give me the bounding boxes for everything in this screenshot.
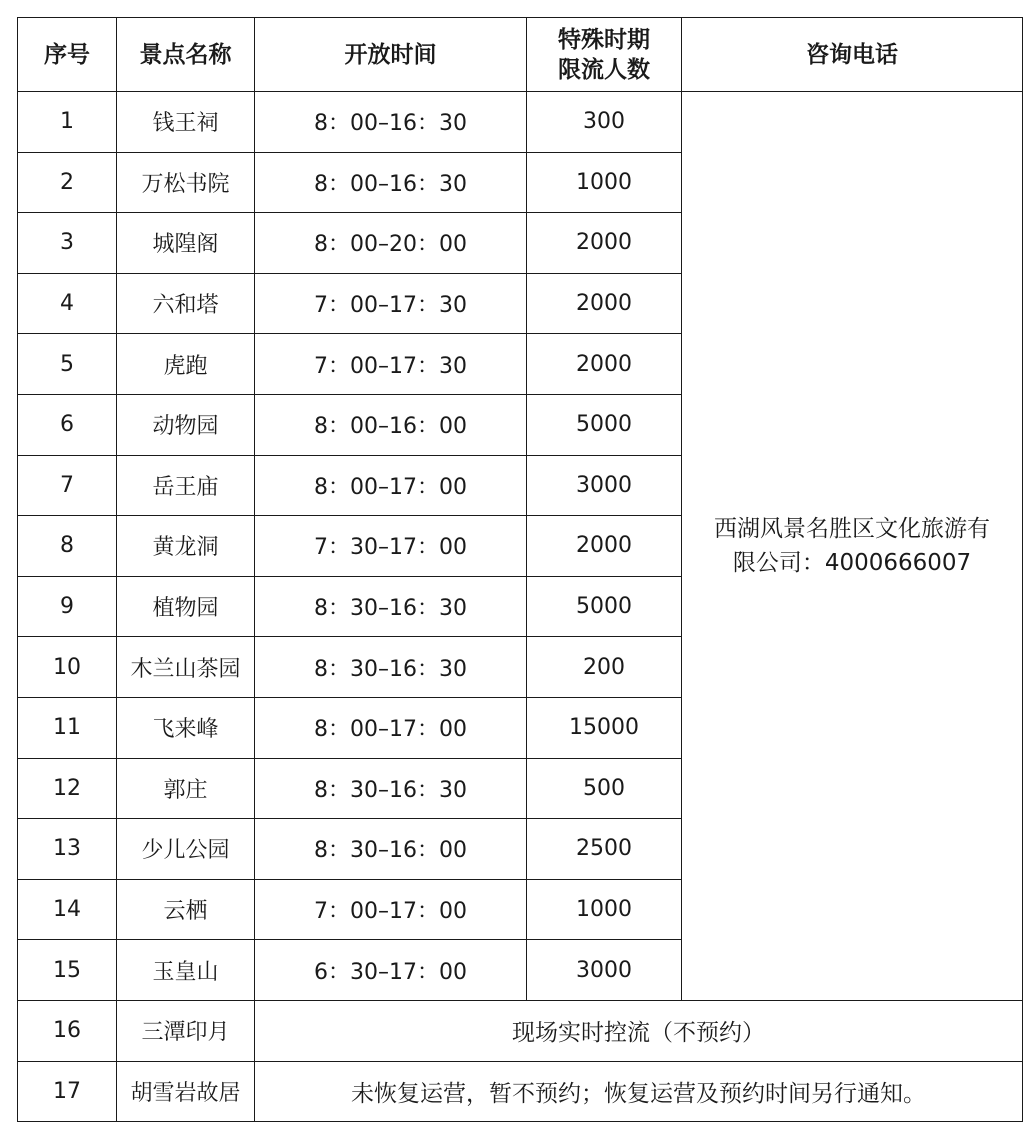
row-note: 未恢复运营，暂不预约；恢复运营及预约时间另行通知。 — [255, 1061, 1023, 1122]
row-hours: 8：00–16：00 — [255, 394, 527, 455]
row-hours: 7：00–17：30 — [255, 273, 527, 334]
row-index: 17 — [18, 1061, 117, 1122]
row-hours: 7：30–17：00 — [255, 516, 527, 577]
header-contact: 咨询电话 — [682, 18, 1023, 92]
row-limit: 500 — [527, 758, 682, 819]
row-limit: 2000 — [527, 334, 682, 395]
table-row-special — [18, 1000, 1023, 1061]
row-hours: 8：30–16：00 — [255, 819, 527, 880]
row-hours: 8：30–16：30 — [255, 637, 527, 698]
row-index: 12 — [18, 758, 117, 819]
row-name: 万松书院 — [117, 152, 255, 213]
row-limit: 300 — [527, 92, 682, 153]
row-name: 动物园 — [117, 394, 255, 455]
row-name: 飞来峰 — [117, 697, 255, 758]
row-limit: 2500 — [527, 819, 682, 880]
row-limit: 5000 — [527, 576, 682, 637]
row-hours: 7：00–17：00 — [255, 879, 527, 940]
row-limit: 3000 — [527, 940, 682, 1001]
row-limit: 1000 — [527, 152, 682, 213]
row-hours: 8：00–16：30 — [255, 92, 527, 153]
row-limit: 15000 — [527, 697, 682, 758]
row-name: 黄龙洞 — [117, 516, 255, 577]
header-hours: 开放时间 — [255, 18, 527, 92]
row-name: 胡雪岩故居 — [117, 1061, 255, 1122]
row-index: 7 — [18, 455, 117, 516]
row-hours: 6：30–17：00 — [255, 940, 527, 1001]
row-index: 15 — [18, 940, 117, 1001]
row-limit: 5000 — [527, 394, 682, 455]
table-row-special — [18, 1061, 1023, 1122]
contact-cell — [682, 92, 1023, 1001]
header-row — [18, 18, 1023, 92]
header-index: 序号 — [18, 18, 117, 92]
row-index: 14 — [18, 879, 117, 940]
row-index: 5 — [18, 334, 117, 395]
row-hours: 8：30–16：30 — [255, 758, 527, 819]
row-hours: 8：00–17：00 — [255, 697, 527, 758]
row-name: 钱王祠 — [117, 92, 255, 153]
row-index: 9 — [18, 576, 117, 637]
row-name: 植物园 — [117, 576, 255, 637]
scenic-spot-table-wrapper — [17, 17, 1023, 1122]
row-index: 10 — [18, 637, 117, 698]
contact-line2: 限公司：4000666007 — [732, 549, 972, 576]
row-note: 现场实时控流（不预约） — [255, 1000, 1023, 1061]
row-index: 8 — [18, 516, 117, 577]
row-name: 三潭印月 — [117, 1000, 255, 1061]
row-hours: 8：00–16：30 — [255, 152, 527, 213]
table-row — [18, 92, 1023, 153]
header-limit-line2: 限流人数 — [558, 56, 650, 83]
row-index: 3 — [18, 213, 117, 274]
row-hours: 7：00–17：30 — [255, 334, 527, 395]
row-name: 玉皇山 — [117, 940, 255, 1001]
row-index: 13 — [18, 819, 117, 880]
row-index: 2 — [18, 152, 117, 213]
row-hours: 8：00–20：00 — [255, 213, 527, 274]
row-limit: 200 — [527, 637, 682, 698]
row-hours: 8：00–17：00 — [255, 455, 527, 516]
row-index: 4 — [18, 273, 117, 334]
row-limit: 2000 — [527, 213, 682, 274]
row-name: 木兰山茶园 — [117, 637, 255, 698]
row-name: 虎跑 — [117, 334, 255, 395]
row-name: 郭庄 — [117, 758, 255, 819]
row-name: 岳王庙 — [117, 455, 255, 516]
contact-line1: 西湖风景名胜区文化旅游有 — [714, 515, 990, 542]
row-limit: 1000 — [527, 879, 682, 940]
row-limit: 3000 — [527, 455, 682, 516]
scenic-spot-table — [17, 17, 1023, 1122]
header-limit-line1: 特殊时期 — [558, 26, 650, 53]
row-index: 6 — [18, 394, 117, 455]
row-name: 城隍阁 — [117, 213, 255, 274]
row-index: 16 — [18, 1000, 117, 1061]
row-hours: 8：30–16：30 — [255, 576, 527, 637]
row-limit: 2000 — [527, 273, 682, 334]
row-index: 1 — [18, 92, 117, 153]
header-limit — [527, 18, 682, 92]
row-name: 少儿公园 — [117, 819, 255, 880]
row-limit: 2000 — [527, 516, 682, 577]
row-name: 云栖 — [117, 879, 255, 940]
row-name: 六和塔 — [117, 273, 255, 334]
row-index: 11 — [18, 697, 117, 758]
header-name: 景点名称 — [117, 18, 255, 92]
